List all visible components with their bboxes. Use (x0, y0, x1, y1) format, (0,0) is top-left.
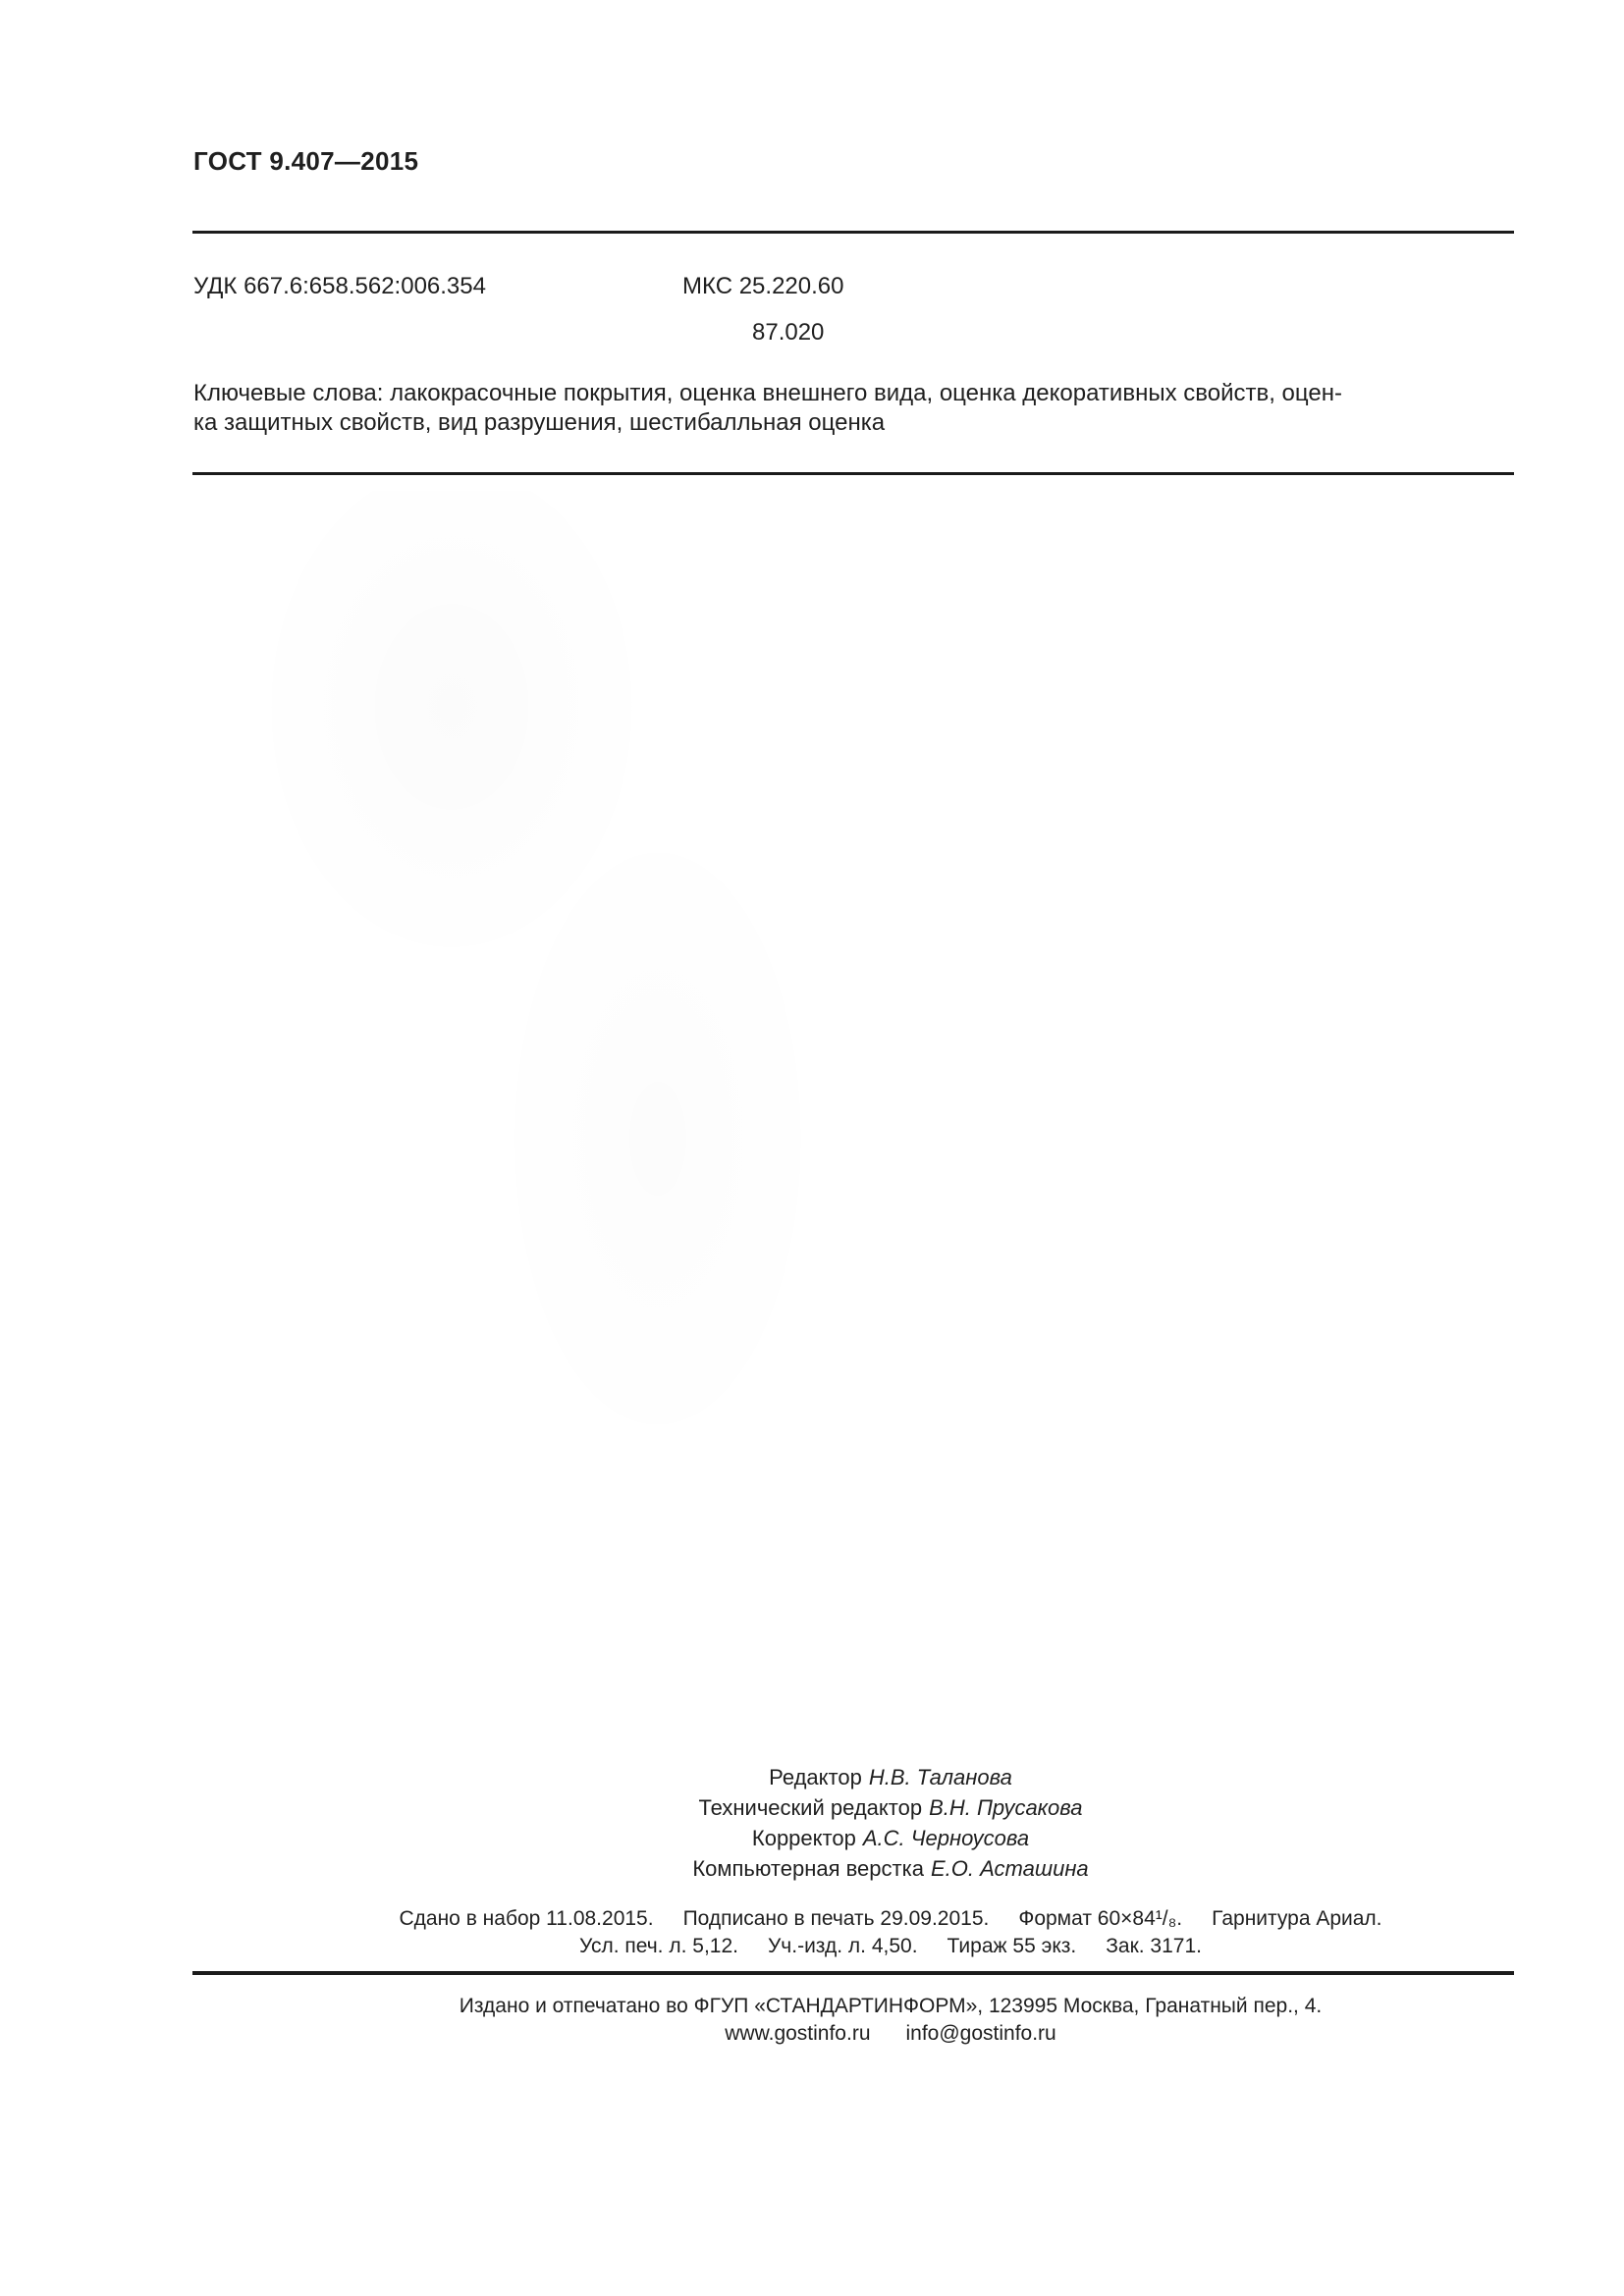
udk-code: УДК 667.6:658.562:006.354 (193, 273, 486, 299)
credit-role: Редактор (769, 1765, 862, 1789)
editorial-credits (193, 1762, 1588, 1884)
credit-role: Корректор (751, 1826, 856, 1850)
imprint-print-run: Тираж 55 экз. (947, 1935, 1077, 1957)
credit-line-technical-editor (193, 1792, 1588, 1823)
credit-role: Технический редактор (698, 1795, 923, 1820)
keywords-divider-rule (192, 472, 1514, 475)
publisher-block (193, 1993, 1588, 2048)
footer-divider-rule (192, 1971, 1514, 1975)
credit-line-layout (193, 1853, 1588, 1884)
credit-name: А.С. Черноусова (862, 1826, 1030, 1850)
imprint-printed-sheets: Усл. печ. л. 5,12. (579, 1935, 738, 1957)
credit-name: Н.В. Таланова (868, 1765, 1012, 1789)
publisher-contacts-line (193, 2020, 1588, 2048)
document-code-header: ГОСТ 9.407—2015 (193, 146, 419, 176)
mks-code: МКС 25.220.60 (682, 273, 844, 299)
imprint-typeset-date: Сдано в набор 11.08.2015. (399, 1907, 654, 1930)
credit-line-corrector (193, 1823, 1588, 1853)
publisher-website: www.gostinfo.ru (725, 2022, 871, 2045)
credit-role: Компьютерная верстка (692, 1856, 924, 1881)
imprint-block (193, 1905, 1588, 1960)
publisher-address-line: Издано и отпечатано во ФГУП «СТАНДАРТИНФОРМ», 123995 Москва, Гранатный пер., 4. (459, 1995, 1323, 2017)
imprint-typeface: Гарнитура Ариал. (1212, 1907, 1382, 1930)
imprint-format: Формат 60×84¹/₈. (1018, 1907, 1183, 1930)
imprint-line-1 (193, 1905, 1588, 1933)
credit-name: В.Н. Прусакова (929, 1795, 1083, 1820)
publisher-email: info@gostinfo.ru (905, 2022, 1056, 2045)
credit-name: Е.О. Асташина (930, 1856, 1089, 1881)
credit-line-editor (193, 1762, 1588, 1792)
imprint-order-number: Зак. 3171. (1106, 1935, 1202, 1957)
keywords-line-2: ка защитных свойств, вид разрушения, шестибалльная оценка (193, 409, 886, 436)
imprint-publisher-sheets: Уч.-изд. л. 4,50. (767, 1935, 918, 1957)
imprint-print-date: Подписано в печать 29.09.2015. (682, 1907, 990, 1930)
header-divider-rule (192, 231, 1514, 234)
keywords-line-1: Ключевые слова: лакокрасочные покрытия, оценка внешнего вида, оценка декоративных свойств, оцен- (193, 380, 1342, 406)
imprint-line-2 (193, 1933, 1588, 1960)
mks-code-additional: 87.020 (752, 319, 825, 346)
keywords-paragraph (193, 379, 1342, 438)
